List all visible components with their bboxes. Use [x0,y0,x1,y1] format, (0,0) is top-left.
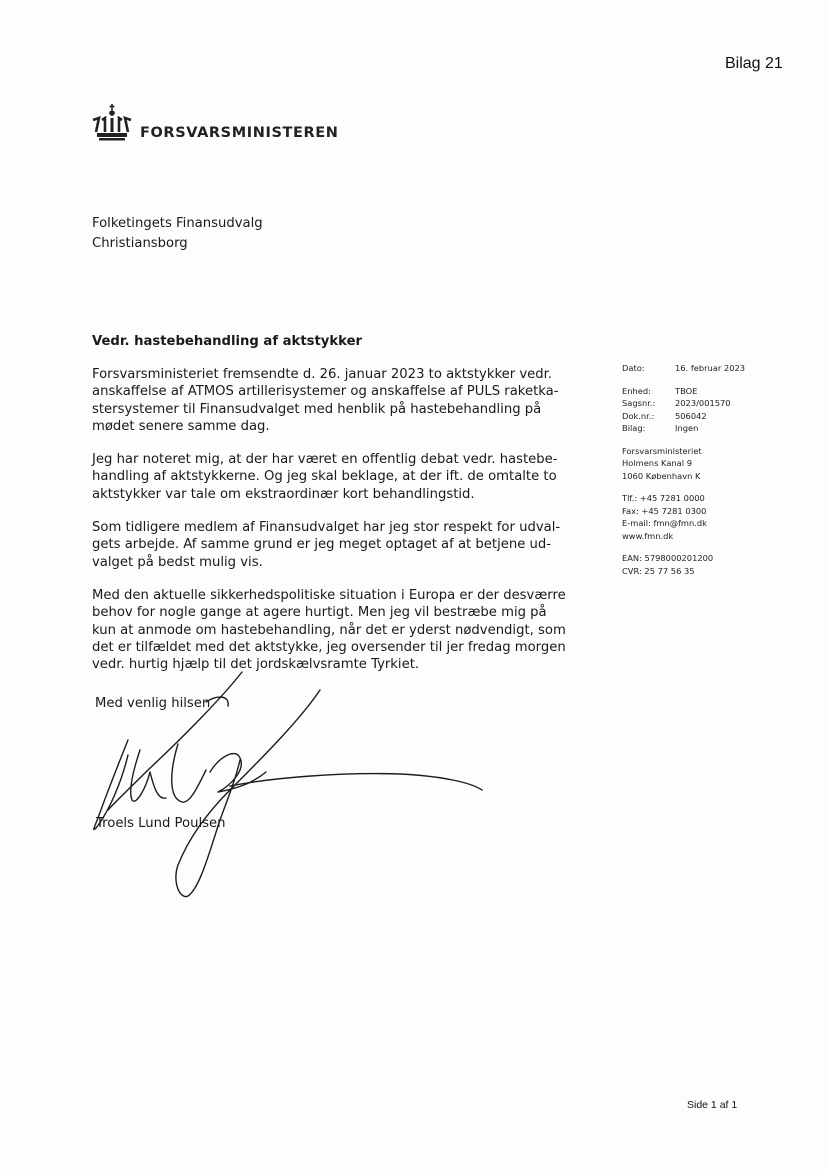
text-line: vedr. hurtig hjælp til det jordskælvsramte Tyrkiet. [92,657,420,673]
meta-value: Ingen [675,423,699,433]
meta-key: Sagsnr.: [622,398,656,408]
meta-fax: Fax: +45 7281 0300 [622,505,707,516]
paragraph [92,366,592,435]
meta-ean: EAN: 5798000201200 [622,553,714,563]
meta-value: TBOE [675,385,698,396]
meta-case-number [622,397,745,410]
meta-address: Holmens Kanal 9 [622,458,692,468]
text-line: Jeg har noteret mig, at der har været en offentlig debat vedr. hastebe- [92,452,558,468]
paragraph [92,451,592,503]
ministry-name: FORSVARSMINISTEREN [140,125,339,141]
meta-key: Bilag: [622,423,646,433]
meta-value: 506042 [675,410,707,421]
letter-body [92,366,592,689]
meta-doc-number [622,410,745,423]
meta-key: Dok.nr.: [622,410,655,421]
text-line: behov for nogle gange at agere hurtigt. Men jeg vil bestræbe mig på [92,605,547,621]
recipient-line: Christiansborg [92,235,188,251]
text-line: Som tidligere medlem af Finansudvalget har jeg stor respekt for udval- [92,520,561,536]
meta-value: 2023/001570 [675,398,731,408]
signer-name: Troels Lund Poulsen [96,816,226,831]
meta-phone: Tlf.: +45 7281 0000 [622,493,705,503]
ministry-logo [90,104,339,142]
document-meta [622,362,745,577]
crown-icon [90,104,134,142]
meta-website: www.fmn.dk [622,530,674,541]
paragraph [92,519,592,571]
meta-org-name: Forsvarsministeriet [622,445,702,456]
text-line: Med den aktuelle sikkerhedspolitiske situation i Europa er der desværre [92,587,566,603]
text-line: handling af aktstykkerne. Og jeg skal beklage, at der ift. de omtalte to [92,469,557,485]
text-line: gets arbejde. Af samme grund er jeg meget optaget af at betjene ud- [92,537,551,553]
text-line: Forsvarsministeriet fremsendte d. 26. januar 2023 to aktstykker vedr. [92,367,553,382]
handwritten-signature [70,660,500,905]
meta-email: E-mail: fmn@fmn.dk [622,518,707,528]
meta-address: 1060 København K [622,470,701,481]
recipient-address [92,214,263,253]
meta-key: Dato: [622,363,645,373]
text-line: det er tilfældet med det aktstykke, jeg oversender til jer fredag morgen [92,639,566,655]
letter-subject: Vedr. hastebehandling af aktstykker [92,334,363,349]
text-line: anskaffelse af ATMOS artillerisystemer og anskaffelse af PULS raketka- [92,384,559,400]
text-line: mødet senere samme dag. [92,418,270,434]
meta-date [622,362,745,375]
text-line: aktstykker var tale om ekstraordinær kort behandlingstid. [92,486,475,502]
meta-attachments [622,422,745,435]
recipient-line: Folketingets Finansudvalg [92,216,263,231]
text-line: stersystemer til Finansudvalget med henblik på hastebehandling på [92,401,542,417]
closing-greeting: Med venlig hilsen [95,696,211,711]
text-line: kun at anmode om hastebehandling, når det er yderst nødvendigt, som [92,622,566,638]
text-line: valget på bedst mulig vis. [92,554,263,570]
meta-key: Enhed: [622,385,651,396]
meta-cvr: CVR: 25 77 56 35 [622,565,695,576]
meta-value: 16. februar 2023 [675,363,746,373]
attachment-number: Bilag 21 [725,55,783,72]
meta-unit [622,385,745,398]
page-number: Side 1 af 1 [687,1099,738,1111]
